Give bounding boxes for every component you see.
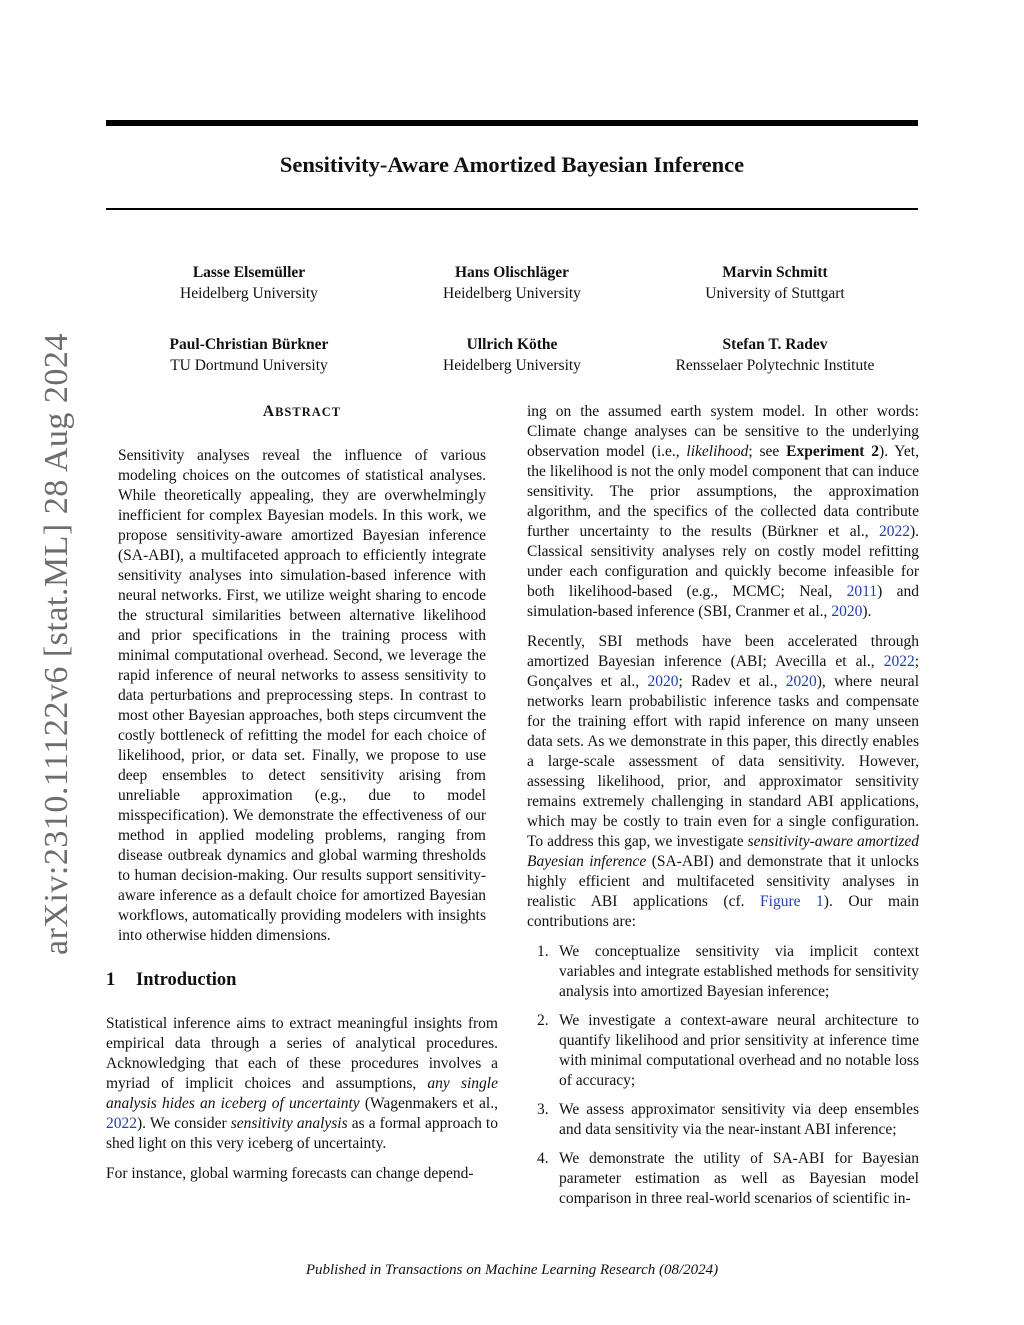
body-paragraph: Recently, SBI methods have been accelerated through amortized Bayesian inference (ABI; Avecilla et al., 2022; Gonçalves et al., 2020; Radev et al., 2020), where neural networks learn probabilistic inference tasks and compensate for the training effort with rapid inference on many unseen data sets. As we demonstrate in this paper, this directly enables a large-scale assessment of data sensitivity. However, assessing likelihood, prior, and approximator sensitivity remains extremely challenging in standard ABI applications, which may be costly to train even for a single configuration. To address this gap, we investigate sensitivity-aware amortized Bayesian inference (SA-ABI) and demonstrate that it unlocks highly efficient and multifaceted sensitivity analyses in realistic ABI applications (cf. Figure 1). Our main contributions are: [527, 633, 920, 930]
citation-link[interactable]: 2020 [647, 673, 679, 690]
author-affiliation: Heidelberg University [443, 357, 581, 374]
author-block [99, 334, 399, 376]
left-column [106, 402, 498, 1184]
journal-footer: Published in Transactions on Machine Learning Research (08/2024) [305, 1262, 719, 1278]
author-affiliation: Heidelberg University [180, 285, 318, 302]
abstract-heading: ABSTRACT [262, 403, 342, 420]
author-affiliation: University of Stuttgart [705, 285, 845, 302]
list-item: 4. We demonstrate the utility of SA-ABI for Bayesian parameter estimation as well as Bayesian model comparison in three real-world scenarios of scientific in- [537, 1150, 919, 1207]
author-name: Paul-Christian Bürkner [169, 336, 329, 353]
citation-link[interactable]: 2022 [878, 523, 910, 540]
author-name: Lasse Elsemüller [192, 264, 306, 281]
citation-link[interactable]: 2022 [106, 1115, 137, 1132]
author-block [99, 262, 399, 304]
section-heading-introduction: 1 Introduction [106, 970, 237, 990]
author-block [625, 334, 925, 376]
citation-link[interactable]: 2020 [831, 603, 863, 620]
citation-link[interactable]: 2011 [846, 583, 878, 600]
list-item: 1. We conceptualize sensitivity via implicit context variables and integrate established methods for sensitivity analysis into amortized Bayesian inference; [537, 943, 919, 1000]
author-affiliation: Heidelberg University [443, 285, 581, 302]
citation-link[interactable]: 2020 [785, 673, 817, 690]
list-item: 2. We investigate a context-aware neural architecture to quantify likelihood and prior sensitivity at inference time with minimal computational overhead and no notable loss of accuracy; [537, 1012, 919, 1089]
author-name: Ullrich Köthe [466, 336, 558, 353]
experiment-reference: Experiment 2 [786, 443, 880, 460]
list-item: 3. We assess approximator sensitivity via deep ensembles and data sensitivity via the near-instant ABI inference; [537, 1101, 919, 1138]
contributions-list [527, 942, 919, 1209]
intro-paragraph-1: Statistical inference aims to extract meaningful insights from empirical data through a series of analytical procedures. Acknowledging that each of these procedures involves a myriad of implicit choices and assumptions, any single analysis hides an iceberg of uncertainty (Wagenmakers et al., 2022). We consider sensitivity analysis as a formal approach to shed light on this very iceberg of uncertainty. [106, 1015, 498, 1152]
author-name: Hans Olischläger [454, 264, 570, 281]
author-name: Marvin Schmitt [722, 264, 828, 281]
paper-title: Sensitivity-Aware Amortized Bayesian Inference [279, 152, 745, 177]
author-affiliation: Rensselaer Polytechnic Institute [675, 357, 875, 374]
figure-link[interactable]: Figure 1 [760, 893, 824, 910]
author-block [362, 334, 662, 376]
title-bottom-rule [106, 208, 918, 210]
arxiv-identifier: arXiv:2310.11122v6 [stat.ML] 28 Aug 2024 [38, 333, 75, 955]
right-column [527, 402, 919, 1218]
title-top-rule [106, 120, 918, 126]
author-block [625, 262, 925, 304]
author-block [362, 262, 662, 304]
author-name: Stefan T. Radev [722, 336, 828, 353]
citation-link[interactable]: 2022 [883, 653, 915, 670]
abstract-text: Sensitivity analyses reveal the influence of various modeling choices on the outcomes of statistical analyses. While theoretically appealing, they are overwhelmingly inefficient for complex Bayesian models. In this work, we propose sensitivity-aware amortized Bayesian inference (SA-ABI), a multifaceted approach to efficiently integrate sensitivity analyses into simulation-based inference with neural networks. First, we utilize weight sharing to encode the structural similarities between alternative likelihood and prior specifications in the training process with minimal computational overhead. Second, we leverage the rapid inference of neural networks to assess sensitivity to data perturbations and preprocessing steps. In contrast to most other Bayesian approaches, both steps circumvent the costly bottleneck of refitting the model for each choice of likelihood, prior, or data set. Finally, we propose to use deep ensembles to detect sensitivity arising from unreliable approximation (e.g., due to model misspecification). We demonstrate the effectiveness of our method in applied modeling problems, ranging from disease outbreak dynamics and global warming thresholds to human decision-making. Our results support sensitivity-aware inference as a default choice for amortized Bayesian workflows, automatically providing modelers with insights into otherwise hidden dimensions. [118, 447, 486, 944]
body-paragraph: ing on the assumed earth system model. In other words: Climate change analyses can be sensitive to the underlying observation model (i.e., likelihood; see Experiment 2). Yet, the likelihood is not the only model component that can induce sensitivity. The prior assumptions, the approximation algorithm, and the specifics of the collected data contribute further uncertainty to the results (Bürkner et al., 2022). Classical sensitivity analyses rely on costly model refitting under each configuration and quickly become infeasible for both likelihood-based (e.g., MCMC; Neal, 2011) and simulation-based inference (SBI, Cranmer et al., 2020). [527, 403, 919, 620]
intro-paragraph-2: For instance, global warming forecasts can change depend- [106, 1165, 474, 1182]
author-affiliation: TU Dortmund University [170, 357, 328, 374]
